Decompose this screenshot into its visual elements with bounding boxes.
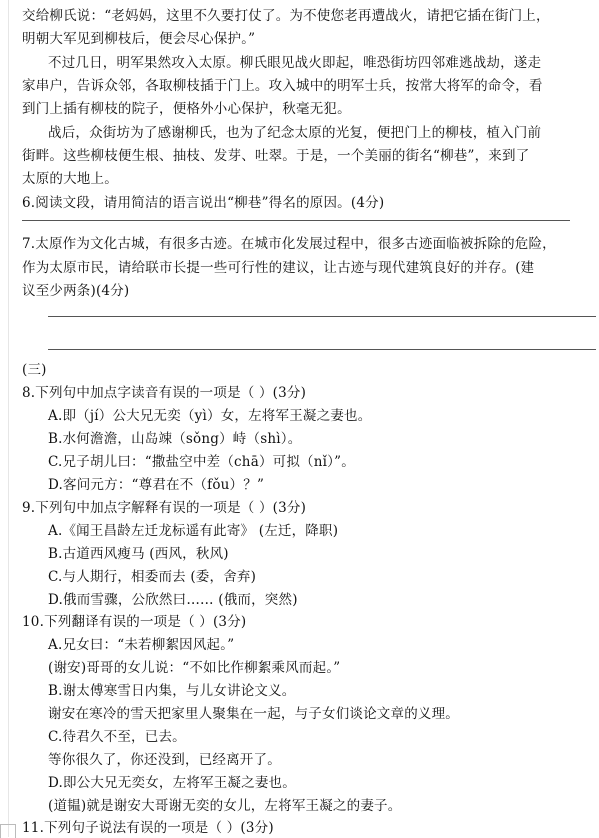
passage-line: 街畔。这些柳枝便生根、抽枝、发芽、吐翠。于是，一个美丽的街名“柳巷”，来到了 — [22, 148, 530, 164]
option-d: D.客问元方：“尊君在不（fǒu）？” — [48, 477, 265, 493]
option-a: A.即（jí）公大兄无奕（yì）女，左将军王凝之妻也。 — [48, 408, 372, 424]
option-b: B.古道西风瘦马 (西风，秋风) — [48, 546, 229, 562]
passage-line: 战后，众街坊为了感谢柳氏，也为了纪念太原的光复，便把门上的柳枝，植入门前 — [48, 125, 542, 141]
option-b-translation: 谢安在寒冷的雪天把家里人聚集在一起，与子女们谈论文章的义理。 — [48, 706, 459, 722]
question-10: 10.下列翻译有误的一项是（ ）(3分) — [22, 614, 247, 630]
option-b: B.谢太傅寒雪日内集，与儿女讲论文义。 — [48, 683, 296, 699]
passage-line: 交给柳氏说：“老妈妈，这里不久要打仗了。为不使您老再遭战火，请把它插在街门上， — [22, 8, 550, 24]
option-d: D.俄而雪骤，公欣然曰…… (俄而，突然) — [48, 592, 298, 608]
option-b: B.水何澹澹，山岛竦（sǒng）峙（shì）。 — [48, 431, 302, 447]
option-d: D.即公大兄无奕女，左将军王凝之妻也。 — [48, 775, 296, 791]
question-9: 9.下列句中加点字解释有误的一项是（ ）(3分) — [22, 500, 307, 516]
corner-mark — [0, 824, 16, 838]
passage-line: 到门上插有柳枝的院子，便格外小心保护，秋毫无犯。 — [22, 101, 351, 117]
option-c: C.与人期行，相委而去 (委，舍弃) — [48, 569, 257, 585]
passage-line: 明朝大军见到柳枝后，便会尽心保护。” — [22, 31, 256, 47]
passage-line: 家串户，告诉众邻，各取柳枝插于门上。攻入城中的明军士兵，按常大将军的命令，看 — [22, 78, 543, 94]
option-a: A.兄女曰：“未若柳絮因风起。” — [48, 637, 235, 653]
question-7-line: 议至少两条)(4分) — [22, 283, 130, 299]
answer-line[interactable] — [48, 316, 596, 317]
question-7-line: 作为太原市民，请给联市长提一些可行性的建议，让古迹与现代建筑良好的并存。(建 — [22, 260, 535, 276]
passage-line: 不过几日，明军果然攻入太原。柳氏眼见战火即起，唯恐街坊四邻难逃战劫，遂走 — [48, 55, 542, 71]
option-d-translation: (道韫)就是谢安大哥谢无奕的女儿，左将军王凝之的妻子。 — [48, 798, 402, 814]
passage-line: 太原的大地上。 — [22, 171, 118, 187]
answer-line[interactable] — [22, 220, 570, 221]
option-a-translation: (谢安)哥哥的女儿说：“不如比作柳絮乘风而起。” — [48, 660, 341, 676]
option-a: A.《闻王昌龄左迁龙标遥有此寄》 (左迁，降职) — [48, 523, 339, 539]
section-heading: (三) — [22, 362, 47, 378]
option-c: C.兄子胡儿曰：“撒盐空中差（chā）可拟（nǐ）”。 — [48, 454, 355, 470]
answer-line[interactable] — [48, 349, 596, 350]
option-c: C.待君久不至，已去。 — [48, 729, 186, 745]
question-11: 11.下列句子说法有误的一项是（ ）(3分) — [22, 820, 274, 836]
question-8: 8.下列句中加点字读音有误的一项是（ ）(3分) — [22, 385, 307, 401]
question-6: 6.阅读文段，请用简洁的语言说出“柳巷”得名的原因。(4分) — [22, 195, 385, 211]
option-c-translation: 等你很久了，你还没到，已经离开了。 — [48, 752, 281, 768]
question-7-line: 7.太原作为文化古城，有很多古迹。在城市化发展过程中，很多古迹面临被拆除的危险， — [22, 236, 556, 252]
page-edge — [8, 0, 9, 837]
